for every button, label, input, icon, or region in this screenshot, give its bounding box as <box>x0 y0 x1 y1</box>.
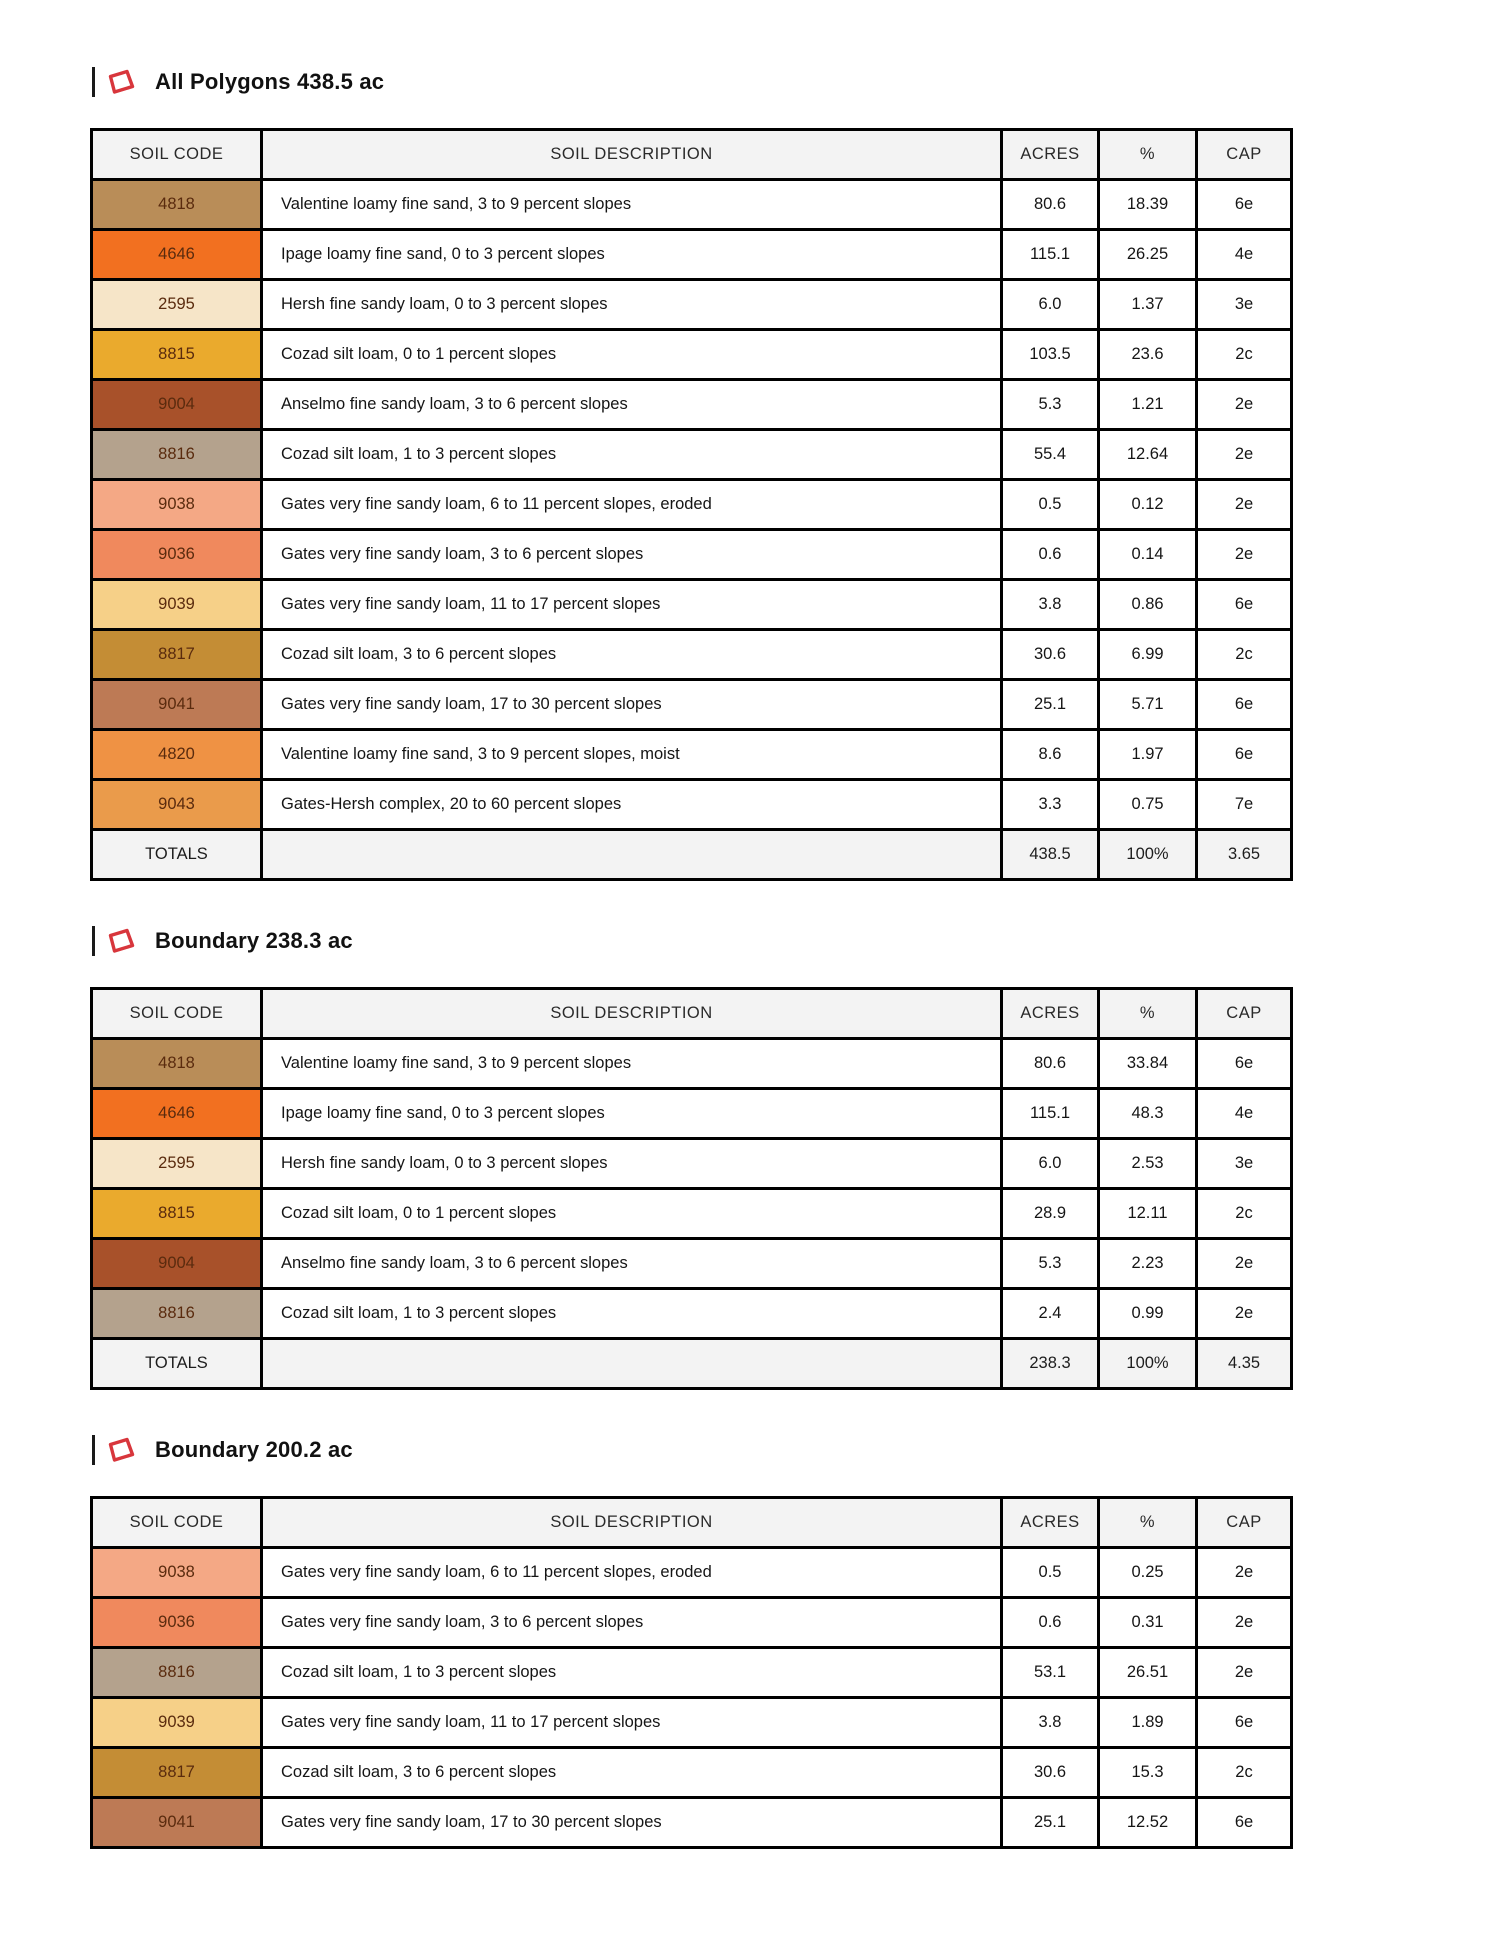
percent-cell: 1.37 <box>1099 280 1197 330</box>
percent-cell: 2.23 <box>1099 1239 1197 1289</box>
soil-description-cell: Cozad silt loam, 1 to 3 percent slopes <box>262 1289 1002 1339</box>
percent-cell: 0.12 <box>1099 480 1197 530</box>
percent-cell: 15.3 <box>1099 1748 1197 1798</box>
cap-cell: 6e <box>1197 730 1292 780</box>
col-header-soil-code: SOIL CODE <box>92 989 262 1039</box>
soil-description-cell: Gates very fine sandy loam, 17 to 30 percent slopes <box>262 1798 1002 1848</box>
totals-row <box>92 830 1292 880</box>
cap-cell: 6e <box>1197 180 1292 230</box>
section-heading <box>92 925 1290 957</box>
cap-cell: 2e <box>1197 530 1292 580</box>
acres-cell: 53.1 <box>1002 1648 1099 1698</box>
soil-code-cell: 4646 <box>92 1089 262 1139</box>
table-row <box>92 680 1292 730</box>
col-header-percent: % <box>1099 130 1197 180</box>
table-row <box>92 1598 1292 1648</box>
soil-code-cell: 4818 <box>92 1039 262 1089</box>
table-row <box>92 730 1292 780</box>
cap-cell: 2e <box>1197 1598 1292 1648</box>
percent-cell: 33.84 <box>1099 1039 1197 1089</box>
totals-cap-cell: 4.35 <box>1197 1339 1292 1389</box>
soil-description-cell: Anselmo fine sandy loam, 3 to 6 percent slopes <box>262 380 1002 430</box>
percent-cell: 12.11 <box>1099 1189 1197 1239</box>
percent-cell: 1.97 <box>1099 730 1197 780</box>
cap-cell: 6e <box>1197 1039 1292 1089</box>
soil-code-cell: 8817 <box>92 1748 262 1798</box>
acres-cell: 25.1 <box>1002 680 1099 730</box>
table-row <box>92 780 1292 830</box>
soil-description-cell: Gates very fine sandy loam, 6 to 11 percent slopes, eroded <box>262 1548 1002 1598</box>
acres-cell: 2.4 <box>1002 1289 1099 1339</box>
soil-description-cell: Anselmo fine sandy loam, 3 to 6 percent slopes <box>262 1239 1002 1289</box>
table-row <box>92 1648 1292 1698</box>
cap-cell: 2e <box>1197 1289 1292 1339</box>
soil-code-cell: 9039 <box>92 1698 262 1748</box>
section-boundary-238 <box>90 925 1290 1390</box>
header-row <box>92 1498 1292 1548</box>
heading-bar <box>92 926 95 956</box>
header-row <box>92 130 1292 180</box>
table-row <box>92 1698 1292 1748</box>
totals-percent-cell: 100% <box>1099 1339 1197 1389</box>
soil-description-cell: Cozad silt loam, 0 to 1 percent slopes <box>262 330 1002 380</box>
percent-cell: 1.21 <box>1099 380 1197 430</box>
soil-code-cell: 4646 <box>92 230 262 280</box>
cap-cell: 2e <box>1197 480 1292 530</box>
acres-cell: 80.6 <box>1002 1039 1099 1089</box>
cap-cell: 4e <box>1197 230 1292 280</box>
soil-code-cell: 8816 <box>92 1289 262 1339</box>
percent-cell: 48.3 <box>1099 1089 1197 1139</box>
acres-cell: 55.4 <box>1002 430 1099 480</box>
totals-percent-cell: 100% <box>1099 830 1197 880</box>
table-row <box>92 1089 1292 1139</box>
section-boundary-200 <box>90 1434 1290 1849</box>
table-row <box>92 1039 1292 1089</box>
soil-description-cell: Gates-Hersh complex, 20 to 60 percent slopes <box>262 780 1002 830</box>
cap-cell: 6e <box>1197 1698 1292 1748</box>
table-row <box>92 1139 1292 1189</box>
table-row <box>92 630 1292 680</box>
soil-code-cell: 4818 <box>92 180 262 230</box>
table-row <box>92 430 1292 480</box>
col-header-acres: ACRES <box>1002 1498 1099 1548</box>
col-header-percent: % <box>1099 989 1197 1039</box>
soil-description-cell: Gates very fine sandy loam, 11 to 17 percent slopes <box>262 1698 1002 1748</box>
percent-cell: 23.6 <box>1099 330 1197 380</box>
soil-table <box>90 1496 1293 1849</box>
polygon-icon <box>105 927 136 955</box>
col-header-acres: ACRES <box>1002 130 1099 180</box>
table-row <box>92 380 1292 430</box>
totals-cap-cell: 3.65 <box>1197 830 1292 880</box>
table-row <box>92 480 1292 530</box>
table-row <box>92 1289 1292 1339</box>
acres-cell: 30.6 <box>1002 630 1099 680</box>
soil-description-cell: Cozad silt loam, 1 to 3 percent slopes <box>262 430 1002 480</box>
percent-cell: 0.14 <box>1099 530 1197 580</box>
totals-acres-cell: 438.5 <box>1002 830 1099 880</box>
cap-cell: 4e <box>1197 1089 1292 1139</box>
acres-cell: 103.5 <box>1002 330 1099 380</box>
soil-code-cell: 9041 <box>92 680 262 730</box>
percent-cell: 26.51 <box>1099 1648 1197 1698</box>
percent-cell: 18.39 <box>1099 180 1197 230</box>
table-row <box>92 180 1292 230</box>
section-heading <box>92 1434 1290 1466</box>
table-row <box>92 230 1292 280</box>
soil-description-cell: Cozad silt loam, 0 to 1 percent slopes <box>262 1189 1002 1239</box>
acres-cell: 3.8 <box>1002 1698 1099 1748</box>
table-row <box>92 330 1292 380</box>
percent-cell: 2.53 <box>1099 1139 1197 1189</box>
percent-cell: 0.75 <box>1099 780 1197 830</box>
col-header-soil-description: SOIL DESCRIPTION <box>262 1498 1002 1548</box>
table-row <box>92 280 1292 330</box>
table-body <box>92 1548 1292 1848</box>
col-header-acres: ACRES <box>1002 989 1099 1039</box>
acres-cell: 6.0 <box>1002 280 1099 330</box>
polygon-icon <box>105 1436 136 1464</box>
cap-cell: 2e <box>1197 380 1292 430</box>
acres-cell: 80.6 <box>1002 180 1099 230</box>
soil-code-cell: 9004 <box>92 380 262 430</box>
soil-code-cell: 8816 <box>92 1648 262 1698</box>
section-title: All Polygons 438.5 ac <box>155 69 385 94</box>
soil-description-cell: Gates very fine sandy loam, 3 to 6 percent slopes <box>262 530 1002 580</box>
cap-cell: 6e <box>1197 680 1292 730</box>
acres-cell: 8.6 <box>1002 730 1099 780</box>
soil-code-cell: 9036 <box>92 1598 262 1648</box>
soil-code-cell: 4820 <box>92 730 262 780</box>
section-heading <box>92 66 1290 98</box>
cap-cell: 3e <box>1197 1139 1292 1189</box>
totals-empty-cell <box>262 830 1002 880</box>
totals-label-cell: TOTALS <box>92 1339 262 1389</box>
table-row <box>92 1798 1292 1848</box>
col-header-percent: % <box>1099 1498 1197 1548</box>
percent-cell: 12.52 <box>1099 1798 1197 1848</box>
cap-cell: 2e <box>1197 1648 1292 1698</box>
soil-description-cell: Valentine loamy fine sand, 3 to 9 percent slopes <box>262 1039 1002 1089</box>
header-row <box>92 989 1292 1039</box>
soil-description-cell: Cozad silt loam, 3 to 6 percent slopes <box>262 630 1002 680</box>
percent-cell: 26.25 <box>1099 230 1197 280</box>
heading-bar <box>92 67 95 97</box>
totals-row <box>92 1339 1292 1389</box>
cap-cell: 2e <box>1197 1239 1292 1289</box>
acres-cell: 115.1 <box>1002 230 1099 280</box>
soil-description-cell: Ipage loamy fine sand, 0 to 3 percent slopes <box>262 230 1002 280</box>
table-body <box>92 180 1292 880</box>
acres-cell: 25.1 <box>1002 1798 1099 1848</box>
acres-cell: 0.5 <box>1002 1548 1099 1598</box>
percent-cell: 6.99 <box>1099 630 1197 680</box>
soil-code-cell: 9036 <box>92 530 262 580</box>
cap-cell: 2c <box>1197 330 1292 380</box>
acres-cell: 30.6 <box>1002 1748 1099 1798</box>
percent-cell: 12.64 <box>1099 430 1197 480</box>
soil-code-cell: 8817 <box>92 630 262 680</box>
soil-table <box>90 987 1293 1390</box>
soil-description-cell: Cozad silt loam, 3 to 6 percent slopes <box>262 1748 1002 1798</box>
percent-cell: 0.31 <box>1099 1598 1197 1648</box>
col-header-soil-description: SOIL DESCRIPTION <box>262 989 1002 1039</box>
soil-description-cell: Gates very fine sandy loam, 3 to 6 percent slopes <box>262 1598 1002 1648</box>
soil-description-cell: Hersh fine sandy loam, 0 to 3 percent slopes <box>262 1139 1002 1189</box>
percent-cell: 0.99 <box>1099 1289 1197 1339</box>
cap-cell: 2c <box>1197 1189 1292 1239</box>
soil-description-cell: Gates very fine sandy loam, 6 to 11 percent slopes, eroded <box>262 480 1002 530</box>
table-row <box>92 1189 1292 1239</box>
acres-cell: 28.9 <box>1002 1189 1099 1239</box>
soil-code-cell: 8815 <box>92 330 262 380</box>
col-header-cap: CAP <box>1197 989 1292 1039</box>
acres-cell: 5.3 <box>1002 380 1099 430</box>
soil-code-cell: 9038 <box>92 480 262 530</box>
acres-cell: 0.6 <box>1002 1598 1099 1648</box>
col-header-soil-description: SOIL DESCRIPTION <box>262 130 1002 180</box>
totals-label-cell: TOTALS <box>92 830 262 880</box>
col-header-soil-code: SOIL CODE <box>92 1498 262 1548</box>
cap-cell: 6e <box>1197 580 1292 630</box>
soil-description-cell: Gates very fine sandy loam, 17 to 30 percent slopes <box>262 680 1002 730</box>
soil-code-cell: 9043 <box>92 780 262 830</box>
heading-bar <box>92 1435 95 1465</box>
cap-cell: 2c <box>1197 630 1292 680</box>
cap-cell: 2c <box>1197 1748 1292 1798</box>
acres-cell: 0.5 <box>1002 480 1099 530</box>
table-row <box>92 1239 1292 1289</box>
acres-cell: 0.6 <box>1002 530 1099 580</box>
soil-code-cell: 8816 <box>92 430 262 480</box>
table-row <box>92 530 1292 580</box>
table-row <box>92 1548 1292 1598</box>
col-header-cap: CAP <box>1197 130 1292 180</box>
percent-cell: 1.89 <box>1099 1698 1197 1748</box>
percent-cell: 0.86 <box>1099 580 1197 630</box>
soil-code-cell: 9041 <box>92 1798 262 1848</box>
soil-code-cell: 9039 <box>92 580 262 630</box>
section-title: Boundary 200.2 ac <box>155 1437 353 1462</box>
soil-description-cell: Gates very fine sandy loam, 11 to 17 percent slopes <box>262 580 1002 630</box>
soil-code-cell: 9038 <box>92 1548 262 1598</box>
soil-table <box>90 128 1293 881</box>
soil-description-cell: Valentine loamy fine sand, 3 to 9 percent slopes <box>262 180 1002 230</box>
polygon-icon <box>105 68 136 96</box>
col-header-cap: CAP <box>1197 1498 1292 1548</box>
col-header-soil-code: SOIL CODE <box>92 130 262 180</box>
acres-cell: 3.3 <box>1002 780 1099 830</box>
cap-cell: 3e <box>1197 280 1292 330</box>
soil-code-cell: 2595 <box>92 280 262 330</box>
acres-cell: 3.8 <box>1002 580 1099 630</box>
percent-cell: 5.71 <box>1099 680 1197 730</box>
totals-empty-cell <box>262 1339 1002 1389</box>
soil-description-cell: Valentine loamy fine sand, 3 to 9 percent slopes, moist <box>262 730 1002 780</box>
soil-code-cell: 2595 <box>92 1139 262 1189</box>
soil-description-cell: Hersh fine sandy loam, 0 to 3 percent slopes <box>262 280 1002 330</box>
section-all-polygons <box>90 66 1290 881</box>
table-row <box>92 1748 1292 1798</box>
cap-cell: 6e <box>1197 1798 1292 1848</box>
percent-cell: 0.25 <box>1099 1548 1197 1598</box>
soil-description-cell: Cozad silt loam, 1 to 3 percent slopes <box>262 1648 1002 1698</box>
soil-code-cell: 8815 <box>92 1189 262 1239</box>
section-title: Boundary 238.3 ac <box>155 928 353 953</box>
soil-code-cell: 9004 <box>92 1239 262 1289</box>
cap-cell: 7e <box>1197 780 1292 830</box>
cap-cell: 2e <box>1197 1548 1292 1598</box>
cap-cell: 2e <box>1197 430 1292 480</box>
acres-cell: 5.3 <box>1002 1239 1099 1289</box>
table-body <box>92 1039 1292 1389</box>
acres-cell: 115.1 <box>1002 1089 1099 1139</box>
table-row <box>92 580 1292 630</box>
totals-acres-cell: 238.3 <box>1002 1339 1099 1389</box>
soil-description-cell: Ipage loamy fine sand, 0 to 3 percent slopes <box>262 1089 1002 1139</box>
acres-cell: 6.0 <box>1002 1139 1099 1189</box>
